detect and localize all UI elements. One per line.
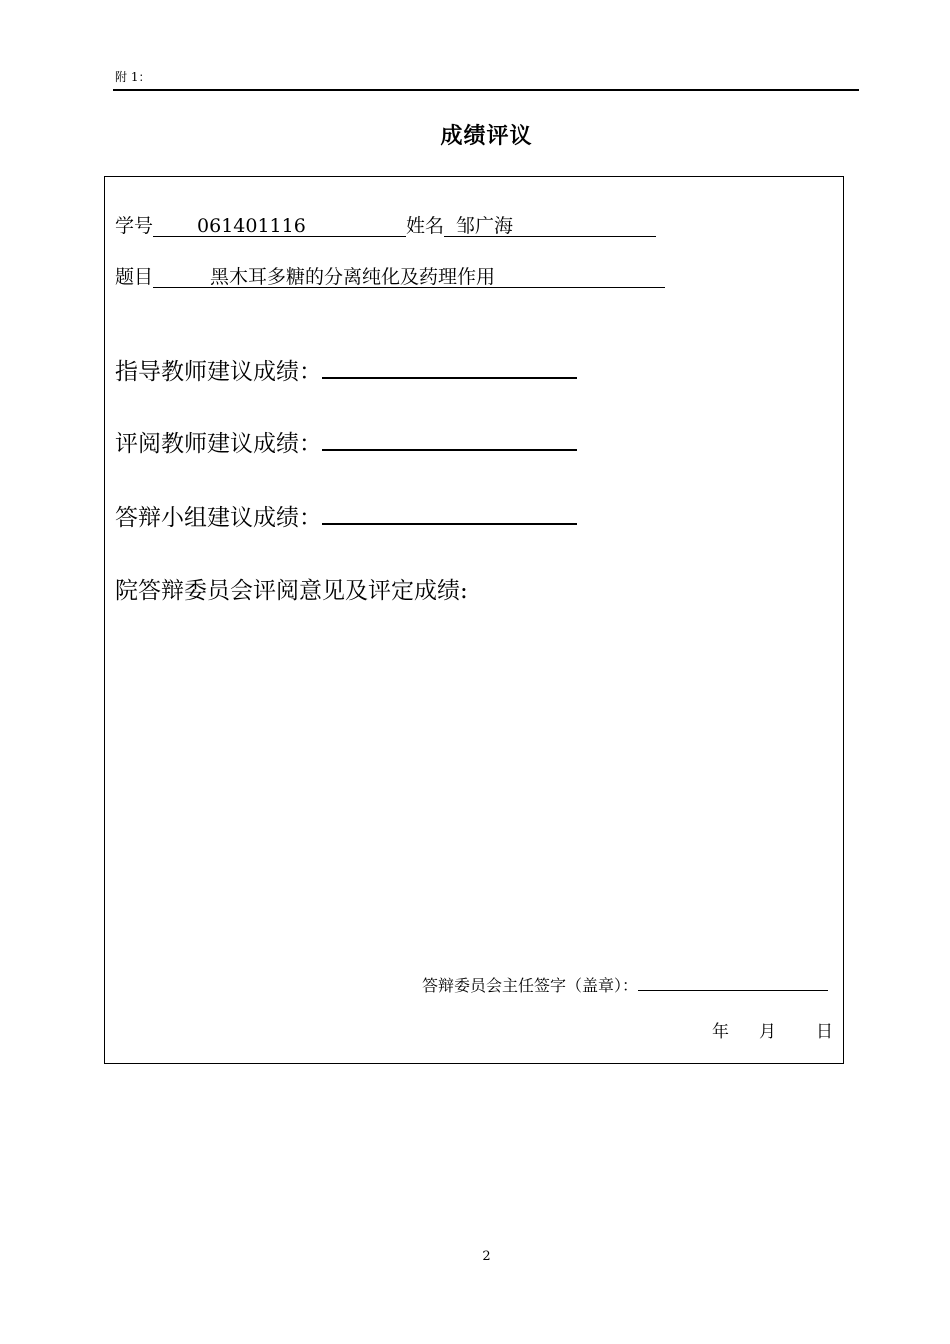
chair-signature-label: 答辩委员会主任签字（盖章）：: [421, 976, 638, 995]
defense-group-grade-row: [115, 499, 577, 532]
name-label: 姓名: [406, 215, 445, 237]
student-id-label: 学号: [115, 215, 154, 237]
date-month-label: 月: [759, 1022, 776, 1042]
reviewer-grade-row: [115, 425, 577, 458]
date-row: [712, 1017, 833, 1042]
topic-label: 题目: [115, 266, 154, 288]
defense-group-grade-blank[interactable]: [322, 503, 577, 525]
student-info-row: [115, 211, 656, 238]
page-title: 成绩评议: [440, 124, 533, 149]
defense-group-grade-label: 答辩小组建议成绩：: [115, 505, 322, 531]
chair-signature-blank[interactable]: [638, 974, 828, 991]
attachment-label: 附 1：: [115, 70, 151, 84]
date-year-label: 年: [712, 1022, 729, 1042]
page-number: 2: [482, 1249, 491, 1264]
advisor-grade-row: [115, 353, 577, 386]
topic-row: [115, 262, 665, 289]
reviewer-grade-blank[interactable]: [322, 429, 577, 451]
topic-field[interactable]: 黑木耳多糖的分离纯化及药理作用: [153, 266, 665, 288]
advisor-grade-label: 指导教师建议成绩：: [115, 359, 322, 385]
grade-evaluation-form: [104, 176, 844, 1064]
header-divider: [113, 89, 859, 91]
committee-opinion-label: 院答辩委员会评阅意见及评定成绩:: [115, 578, 468, 604]
reviewer-grade-label: 评阅教师建议成绩：: [115, 431, 322, 457]
chair-signature-row: [422, 973, 828, 996]
date-day-label: 日: [816, 1022, 833, 1042]
advisor-grade-blank[interactable]: [322, 357, 577, 379]
student-id-field[interactable]: 061401116: [153, 215, 406, 237]
name-field[interactable]: 邹广海: [444, 215, 656, 237]
